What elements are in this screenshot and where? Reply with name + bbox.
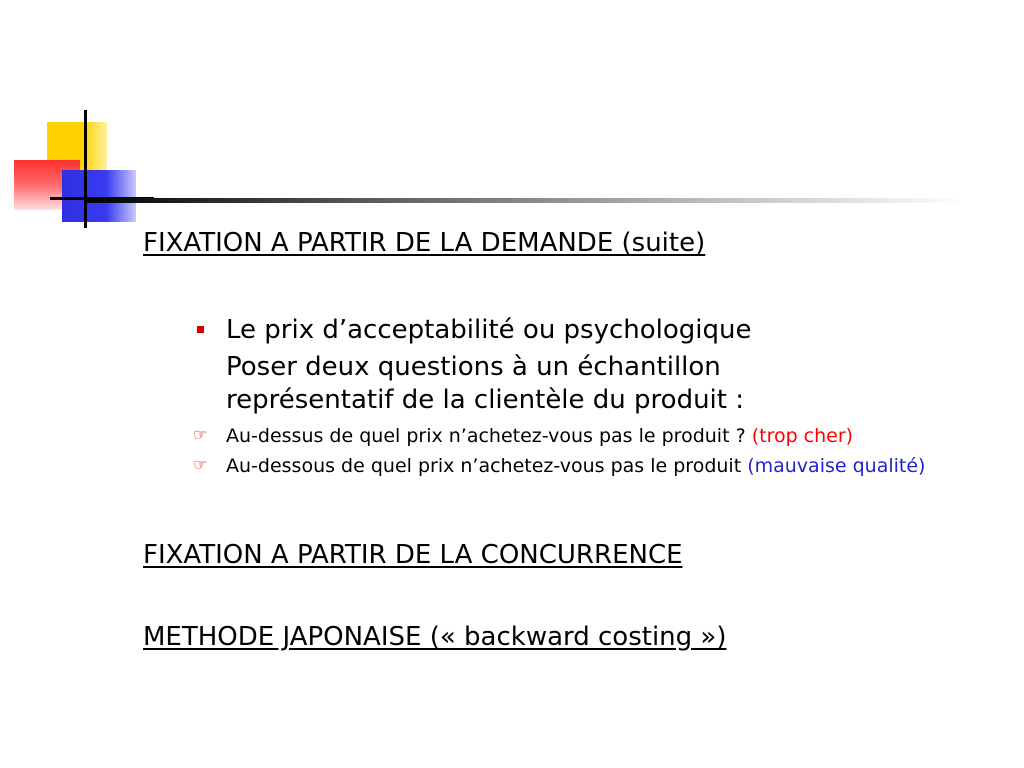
logo-blue-square: [62, 170, 136, 222]
pointing-hand-icon: ☞: [193, 425, 208, 444]
question-1: [226, 424, 976, 448]
decorative-logo: [0, 0, 160, 240]
heading-demand: FIXATION A PARTIR DE LA DEMANDE (suite): [143, 228, 706, 258]
bullet-main-text: Le prix d’acceptabilité ou psychologique: [226, 315, 752, 345]
question-2: [226, 454, 976, 478]
question-1-text: Au-dessus de quel prix n’achetez-vous pas le produit ?: [226, 425, 746, 447]
bullet-main-detail: Poser deux questions à un échantillon représentatif de la clientèle du produit :: [226, 352, 744, 415]
pointing-hand-icon: ☞: [193, 455, 208, 474]
title-divider-line: [86, 198, 966, 203]
heading-competition: FIXATION A PARTIR DE LA CONCURRENCE: [143, 540, 683, 570]
question-1-note: (trop cher): [751, 425, 854, 447]
question-2-note: (mauvaise qualité): [747, 455, 926, 477]
question-2-text: Au-dessous de quel prix n’achetez-vous pas le produit: [226, 455, 742, 477]
heading-japanese-method: METHODE JAPONAISE (« backward costing »): [143, 622, 727, 652]
logo-vertical-line: [84, 110, 87, 228]
square-bullet-icon: [197, 326, 204, 333]
